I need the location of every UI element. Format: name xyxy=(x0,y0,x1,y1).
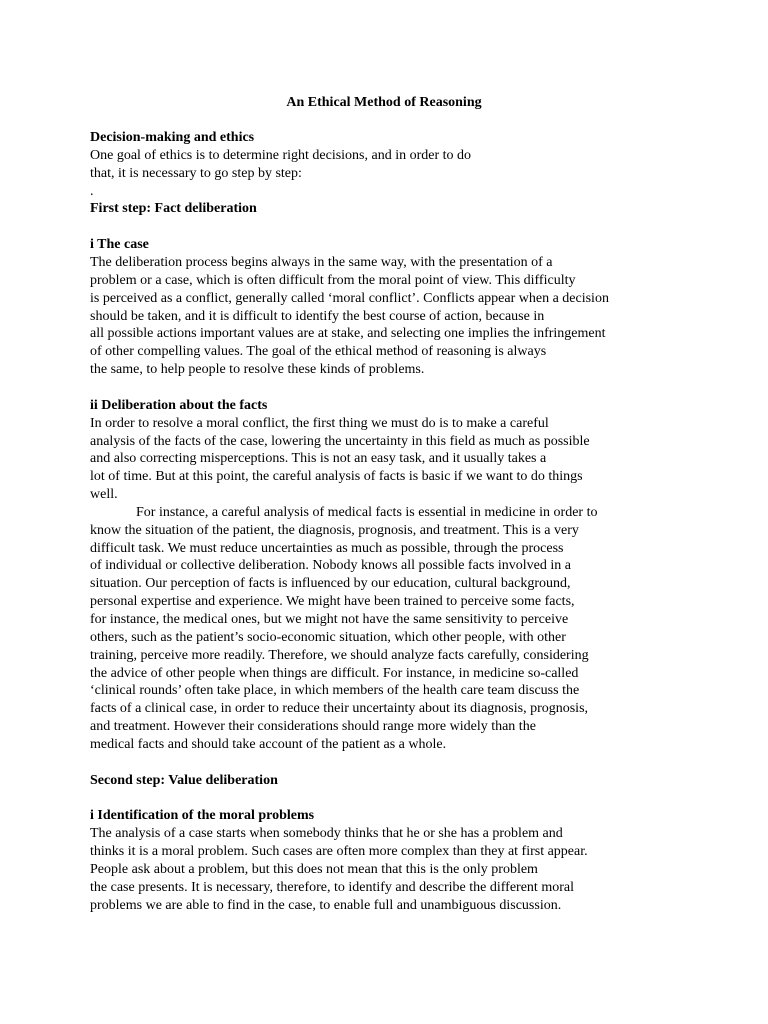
text-line: The analysis of a case starts when somebody thinks that he or she has a problem and xyxy=(90,826,563,842)
text-line: of other compelling values. The goal of the ethical method of reasoning is always xyxy=(90,344,547,360)
text-line: The deliberation process begins always in the same way, with the presentation of a xyxy=(90,255,553,270)
text-line: training, perceive more readily. Therefore, we should analyze facts carefully, considering xyxy=(90,647,589,663)
text-line: personal expertise and experience. We might have been trained to perceive some facts, xyxy=(90,594,575,610)
text-line: lot of time. But at this point, the careful analysis of facts is basic if we want to do things xyxy=(90,469,583,485)
text-line: difficult task. We must reduce uncertainties as much as possible, through the process xyxy=(90,540,564,556)
text-line: problems we are able to find in the case, to enable full and unambiguous discussion. xyxy=(90,897,562,913)
text-line: the advice of other people when things are difficult. For instance, in medicine so-called xyxy=(90,665,579,681)
text-line: For instance, a careful analysis of medical facts is essential in medicine in order to xyxy=(136,504,598,520)
text-line: of individual or collective deliberation. Nobody knows all possible facts involved in a xyxy=(90,558,571,574)
text-line: and also correcting misperceptions. This is not an easy task, and it usually takes a xyxy=(90,451,547,467)
section-heading: i The case xyxy=(90,237,149,253)
text-line: situation. Our perception of facts is influenced by our education, cultural background, xyxy=(90,576,571,592)
text-line: that, it is necessary to go step by step: xyxy=(90,165,302,181)
section-heading: First step: Fact deliberation xyxy=(90,201,257,217)
text-line: others, such as the patient’s socio-economic situation, which other people, with other xyxy=(90,629,566,645)
document-title: An Ethical Method of Reasoning xyxy=(286,95,482,110)
text-line: well. xyxy=(90,487,118,502)
text-line: facts of a clinical case, in order to reduce their uncertainty about its diagnosis, prognosis, xyxy=(90,701,589,717)
section-heading: i Identification of the moral problems xyxy=(90,808,315,824)
text-line: problem or a case, which is often difficult from the moral point of view. This difficulty xyxy=(90,272,576,288)
text-line: One goal of ethics is to determine right decisions, and in order to do xyxy=(90,147,472,163)
text-line: thinks it is a moral problem. Such cases are often more complex than they at first appear. xyxy=(90,844,588,859)
text-line: In order to resolve a moral conflict, the first thing we must do is to make a careful xyxy=(90,415,549,431)
text-line: know the situation of the patient, the diagnosis, prognosis, and treatment. This is a very xyxy=(90,522,579,538)
text-line: is perceived as a conflict, generally called ‘moral conflict’. Conflicts appear when a decision xyxy=(90,290,609,306)
text-line: medical facts and should take account of the patient as a whole. xyxy=(90,736,447,752)
section-heading: Second step: Value deliberation xyxy=(90,772,278,788)
text-line: ‘clinical rounds’ often take place, in which members of the health care team discuss the xyxy=(90,683,580,699)
section-heading: Decision-making and ethics xyxy=(90,130,255,145)
text-line: analysis of the facts of the case, lowering the uncertainty in this field as much as possible xyxy=(90,433,590,449)
text-line: should be taken, and it is difficult to identify the best course of action, because in xyxy=(90,308,545,324)
text-line: for instance, the medical ones, but we might not have the same sensitivity to perceive xyxy=(90,612,569,627)
section-heading: ii Deliberation about the facts xyxy=(90,397,268,413)
text-line: People ask about a problem, but this does not mean that this is the only problem xyxy=(90,861,538,877)
text-line: the case presents. It is necessary, therefore, to identify and describe the different moral xyxy=(90,879,574,895)
text-line: all possible actions important values are at stake, and selecting one implies the infringement xyxy=(90,326,606,342)
text-line: . xyxy=(90,183,94,199)
text-line: and treatment. However their considerations should range more widely than the xyxy=(90,719,536,735)
text-line: the same, to help people to resolve these kinds of problems. xyxy=(90,362,425,378)
